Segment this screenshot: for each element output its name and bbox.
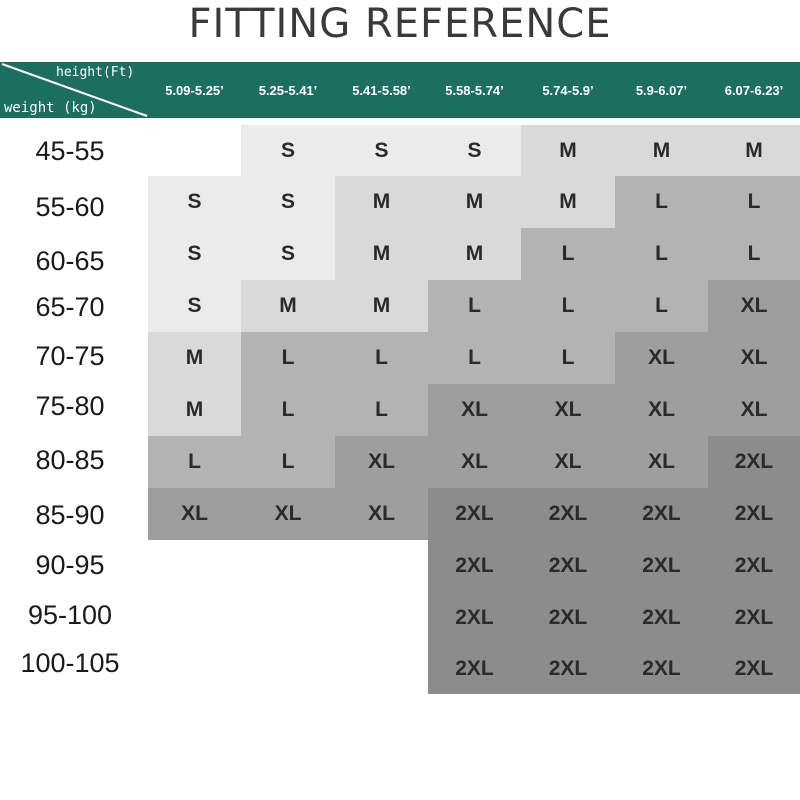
height-column-header: 5.9-6.07’ bbox=[635, 83, 688, 98]
size-cell: M bbox=[335, 228, 428, 280]
size-cell: L bbox=[521, 280, 615, 332]
size-cell: 2XL bbox=[521, 592, 615, 643]
size-cell: L bbox=[615, 280, 708, 332]
size-cell: M bbox=[708, 125, 800, 176]
weight-row-label: 90-95 bbox=[35, 550, 105, 580]
size-cell: XL bbox=[148, 488, 241, 540]
size-cell: 2XL bbox=[428, 540, 521, 592]
size-cell: 2XL bbox=[428, 592, 521, 643]
size-cell: 2XL bbox=[708, 436, 800, 488]
size-cell: M bbox=[335, 176, 428, 228]
size-cell: M bbox=[241, 280, 335, 332]
weight-row-label: 70-75 bbox=[35, 341, 105, 371]
size-cell: XL bbox=[521, 384, 615, 436]
size-cell: S bbox=[428, 125, 521, 176]
size-cell: S bbox=[335, 125, 428, 176]
size-cell: M bbox=[615, 125, 708, 176]
size-cell: L bbox=[708, 176, 800, 228]
size-cell: 2XL bbox=[428, 643, 521, 694]
size-cell: M bbox=[335, 280, 428, 332]
size-cell: XL bbox=[335, 488, 428, 540]
size-cell: L bbox=[335, 332, 428, 384]
height-column-header: 5.41-5.58’ bbox=[352, 83, 411, 98]
size-cell: 2XL bbox=[708, 488, 800, 540]
size-cell: 2XL bbox=[615, 643, 708, 694]
size-cell: S bbox=[148, 280, 241, 332]
weight-row-label: 45-55 bbox=[35, 136, 105, 166]
size-cell: 2XL bbox=[521, 488, 615, 540]
size-cell: S bbox=[241, 176, 335, 228]
size-cell: 2XL bbox=[428, 488, 521, 540]
size-cell: L bbox=[148, 436, 241, 488]
size-cell: M bbox=[428, 228, 521, 280]
size-cell: M bbox=[148, 332, 241, 384]
height-column-header: 5.74-5.9’ bbox=[542, 83, 594, 98]
size-cell: XL bbox=[708, 384, 800, 436]
size-cell: M bbox=[521, 176, 615, 228]
size-cell: L bbox=[428, 280, 521, 332]
weight-axis-label: weight (kg) bbox=[4, 100, 97, 116]
size-cell: 2XL bbox=[521, 540, 615, 592]
weight-row-label: 55-60 bbox=[35, 192, 105, 222]
weight-row-label: 100-105 bbox=[20, 648, 120, 678]
size-cell: 2XL bbox=[708, 643, 800, 694]
size-cell: L bbox=[335, 384, 428, 436]
size-cell: S bbox=[148, 176, 241, 228]
page-title: FITTING REFERENCE bbox=[188, 1, 612, 47]
size-cell: XL bbox=[708, 332, 800, 384]
size-cell: XL bbox=[615, 436, 708, 488]
size-cell: 2XL bbox=[615, 540, 708, 592]
size-cell: S bbox=[148, 228, 241, 280]
weight-row-label: 75-80 bbox=[35, 391, 105, 421]
size-cell: XL bbox=[335, 436, 428, 488]
size-cell: 2XL bbox=[615, 592, 708, 643]
weight-row-label: 65-70 bbox=[35, 292, 105, 322]
size-cell: L bbox=[615, 176, 708, 228]
table-header bbox=[0, 62, 800, 118]
size-cell: S bbox=[241, 228, 335, 280]
weight-row-label: 95-100 bbox=[27, 600, 113, 630]
size-cell: 2XL bbox=[521, 643, 615, 694]
size-cell: 2XL bbox=[708, 540, 800, 592]
size-cell: 2XL bbox=[615, 488, 708, 540]
size-cell: XL bbox=[428, 436, 521, 488]
weight-row-label: 85-90 bbox=[35, 500, 105, 530]
height-axis-label: height(Ft) bbox=[56, 65, 135, 80]
size-cell: XL bbox=[615, 384, 708, 436]
size-cell: XL bbox=[521, 436, 615, 488]
height-column-header: 6.07-6.23’ bbox=[724, 83, 784, 98]
size-cell: 2XL bbox=[708, 592, 800, 643]
size-cell: M bbox=[521, 125, 615, 176]
size-cell: XL bbox=[428, 384, 521, 436]
size-cell: L bbox=[241, 384, 335, 436]
size-cell: L bbox=[521, 228, 615, 280]
size-cell: L bbox=[241, 332, 335, 384]
size-cell: M bbox=[148, 384, 241, 436]
size-cell: L bbox=[241, 436, 335, 488]
size-cell: XL bbox=[241, 488, 335, 540]
weight-row-label: 80-85 bbox=[35, 445, 105, 475]
weight-row-label: 60-65 bbox=[35, 246, 105, 276]
size-cell: L bbox=[521, 332, 615, 384]
height-column-header: 5.25-5.41’ bbox=[258, 83, 318, 98]
size-cell: S bbox=[241, 125, 335, 176]
size-cell: L bbox=[615, 228, 708, 280]
size-cell: L bbox=[428, 332, 521, 384]
size-cell: L bbox=[708, 228, 800, 280]
height-column-header: 5.09-5.25’ bbox=[165, 83, 224, 98]
size-cell: M bbox=[428, 176, 521, 228]
height-column-header: 5.58-5.74’ bbox=[445, 83, 504, 98]
size-cell: XL bbox=[615, 332, 708, 384]
size-cell: XL bbox=[708, 280, 800, 332]
